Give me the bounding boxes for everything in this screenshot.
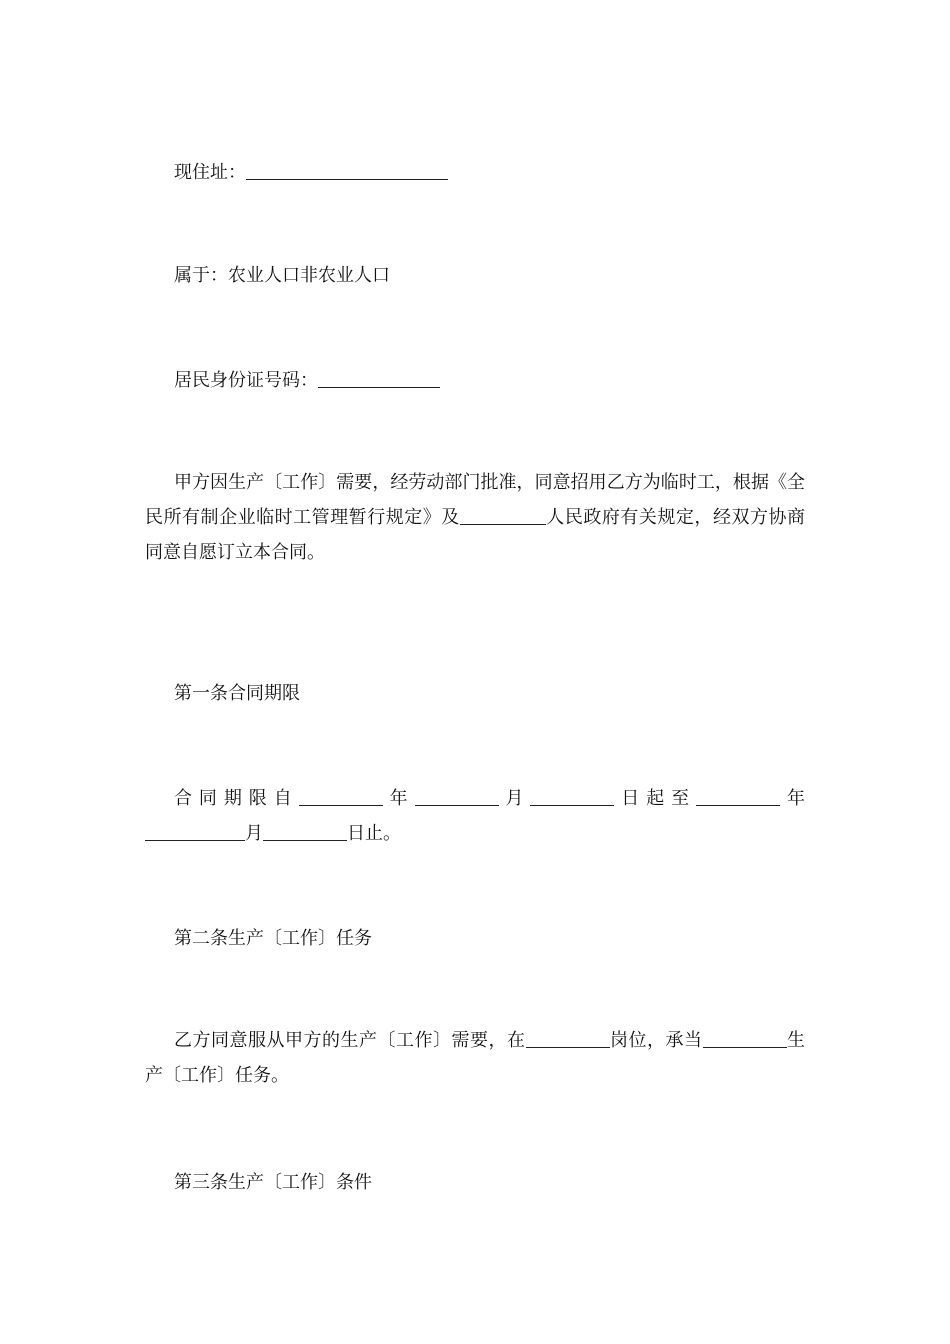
end-month-blank[interactable] bbox=[145, 820, 245, 841]
start-month-blank[interactable] bbox=[415, 785, 499, 806]
article2-body bbox=[145, 1023, 805, 1093]
start-day-blank[interactable] bbox=[530, 785, 614, 806]
task-text-3: 生产〔工作〕任务。 bbox=[145, 1030, 805, 1086]
article2-title: 第二条生产〔工作〕任务 bbox=[174, 928, 372, 949]
term-text-year-2: 年 bbox=[780, 788, 806, 809]
intro-text-2: 人民政府有关规定，经双方协商同意自愿订立本合同。 bbox=[145, 507, 806, 563]
article3-title: 第三条生产〔工作〕条件 bbox=[174, 1172, 372, 1193]
position-blank[interactable] bbox=[526, 1027, 610, 1048]
term-text-until: 日起至 bbox=[614, 788, 697, 809]
term-text-month-2: 月 bbox=[245, 823, 263, 844]
address-label: 现住址： bbox=[174, 162, 246, 183]
term-text-from: 合同期限自 bbox=[174, 788, 299, 809]
government-blank[interactable] bbox=[460, 504, 546, 525]
intro-paragraph bbox=[145, 465, 805, 570]
article1-title: 第一条合同期限 bbox=[174, 683, 300, 704]
end-year-blank[interactable] bbox=[696, 785, 780, 806]
address-line bbox=[145, 155, 805, 190]
task-text-1: 乙方同意服从甲方的生产〔工作〕需要，在 bbox=[174, 1030, 526, 1051]
term-text-month: 月 bbox=[498, 788, 531, 809]
id-number-blank[interactable] bbox=[318, 367, 440, 388]
start-year-blank[interactable] bbox=[299, 785, 383, 806]
id-number-label: 居民身份证号码： bbox=[174, 370, 318, 391]
intro-text-1: 甲方因生产〔工作〕需要，经劳动部门批准，同意招用乙方为临时工，根据《全民所有制企业临时工管理暂行规定》及 bbox=[145, 472, 805, 528]
term-text-year: 年 bbox=[382, 788, 415, 809]
term-text-end: 日止。 bbox=[347, 823, 401, 844]
task-blank[interactable] bbox=[703, 1027, 787, 1048]
address-blank[interactable] bbox=[246, 159, 448, 180]
task-text-2: 岗位，承当 bbox=[609, 1030, 703, 1051]
id-number-line bbox=[145, 363, 805, 398]
article1-body bbox=[145, 781, 805, 851]
end-day-blank[interactable] bbox=[263, 820, 347, 841]
household-type-line: 属于：农业人口非农业人口 bbox=[174, 265, 390, 286]
